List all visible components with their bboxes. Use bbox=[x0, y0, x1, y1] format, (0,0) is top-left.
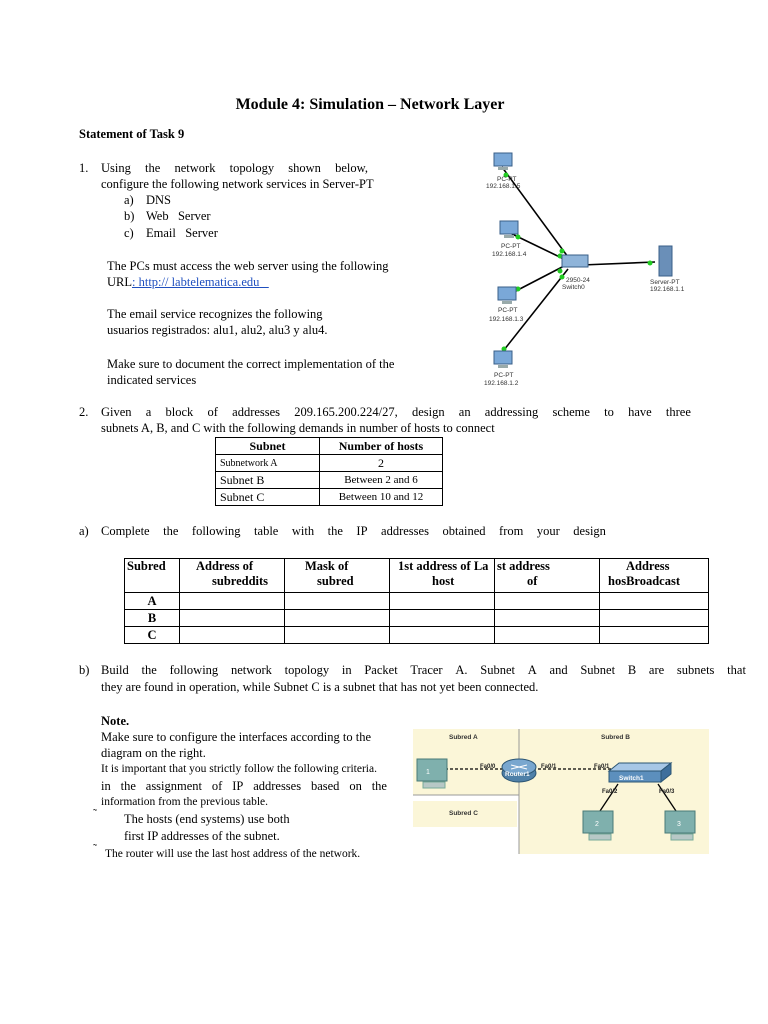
table-header: Subred bbox=[125, 559, 180, 593]
topology-diagram-1 bbox=[470, 145, 710, 390]
url-link[interactable]: : http:// labtelematica.edu bbox=[132, 275, 269, 289]
table-cell[interactable] bbox=[495, 627, 600, 644]
note-line3: It is important that you strictly follow the following criteria. bbox=[101, 763, 377, 775]
router-label: Router1 bbox=[505, 771, 530, 778]
table-row-label: A bbox=[125, 593, 180, 610]
task1-paragraph2-line2: usuarios registrados: alu1, alu2, alu3 y alu4. bbox=[107, 323, 328, 337]
pc3-icon bbox=[498, 287, 516, 304]
table-header: Number of hosts bbox=[320, 438, 443, 455]
bullet-1: ˜ bbox=[93, 806, 97, 820]
router-fa00-label: Fa0/0 bbox=[480, 764, 496, 770]
table-cell: Subnet B bbox=[216, 472, 320, 489]
pc1-icon bbox=[494, 153, 512, 170]
pc4-label: PC-PT bbox=[494, 372, 514, 379]
task1-item-c-label: c) bbox=[124, 226, 134, 240]
task2-number: 2. bbox=[79, 405, 89, 419]
task1-item-b: Web Server bbox=[146, 209, 211, 223]
table-header: Subnet bbox=[216, 438, 320, 455]
task1-item-a-label: a) bbox=[124, 193, 134, 207]
pc3-number: 3 bbox=[677, 821, 681, 828]
router-fa01-label: Fa0/1 bbox=[541, 764, 557, 770]
task1-item-a: DNS bbox=[146, 193, 172, 207]
pc2-ip: 192.168.1.4 bbox=[492, 251, 527, 258]
table-cell[interactable] bbox=[495, 593, 600, 610]
switch0-name: Switch0 bbox=[562, 284, 585, 291]
table-cell[interactable] bbox=[180, 627, 285, 644]
part-a-line: Complete the following table with the IP addresses obtained from your design bbox=[101, 524, 606, 538]
table-cell[interactable] bbox=[285, 610, 390, 627]
subnet-demands-table bbox=[215, 437, 443, 506]
pc1-label: PC-PT bbox=[497, 176, 517, 183]
task1-paragraph2-line1: The email service recognizes the following bbox=[107, 307, 323, 321]
pc4-ip: 192.168.1.2 bbox=[484, 380, 519, 387]
table-cell[interactable] bbox=[390, 593, 495, 610]
server-label: Server-PT bbox=[650, 279, 680, 286]
subred-c-label: Subred C bbox=[449, 810, 478, 817]
table-header: Address hosBroadcast bbox=[600, 559, 709, 593]
pc3-label: PC-PT bbox=[498, 307, 518, 314]
switch-label: Switch1 bbox=[619, 775, 644, 782]
task1-item-c: Email Server bbox=[146, 226, 218, 240]
bullet-2: ˜ bbox=[93, 841, 97, 855]
pc1-ip: 192.168.1.5 bbox=[486, 183, 521, 190]
task1-paragraph3-line1: Make sure to document the correct implementation of the bbox=[107, 357, 395, 371]
table-cell[interactable] bbox=[390, 610, 495, 627]
bullet-1-line2: first IP addresses of the subnet. bbox=[124, 829, 280, 843]
switch0-model: 2950-24 bbox=[566, 277, 590, 284]
link-switch-server bbox=[582, 262, 655, 265]
note-line5: information from the previous table. bbox=[101, 796, 269, 808]
part-b-label: b) bbox=[79, 663, 90, 677]
table-cell[interactable] bbox=[390, 627, 495, 644]
task2-line2: subnets A, B, and C with the following demands in number of hosts to connect bbox=[101, 421, 495, 435]
table-header: Mask of subred bbox=[285, 559, 390, 593]
table-cell[interactable] bbox=[180, 593, 285, 610]
table-header: Address of subreddits bbox=[180, 559, 285, 593]
task1-line2: configure the following network services in Server-PT bbox=[101, 177, 374, 191]
task1-paragraph1-line2: URL: http:// labtelematica.edu bbox=[107, 275, 269, 289]
statement-heading: Statement of Task 9 bbox=[79, 127, 185, 141]
server-ip: 192.168.1.1 bbox=[650, 286, 685, 293]
switch-fa01-label: Fa0/1 bbox=[594, 764, 610, 770]
table-cell[interactable] bbox=[600, 627, 709, 644]
switch0-icon bbox=[562, 255, 588, 267]
task2-line1: Given a block of addresses 209.165.200.224/27, design an addressing scheme to have three bbox=[101, 405, 691, 419]
table-cell: 2 bbox=[320, 455, 443, 472]
table-header: st address of bbox=[495, 559, 600, 593]
table-cell[interactable] bbox=[285, 627, 390, 644]
table-header: 1st address of La host bbox=[390, 559, 495, 593]
switch-fa03-label: Fa0/3 bbox=[659, 789, 675, 795]
table-cell[interactable] bbox=[285, 593, 390, 610]
bullet-1-line1: The hosts (end systems) use both bbox=[124, 812, 290, 826]
note-line4: in the assignment of IP addresses based on the bbox=[101, 779, 387, 793]
switch-fa02-label: Fa0/2 bbox=[602, 789, 618, 795]
note-title: Note. bbox=[101, 714, 130, 728]
table-cell[interactable] bbox=[495, 610, 600, 627]
table-cell: Subnetwork A bbox=[216, 455, 320, 472]
task1-line1: Using the network topology shown below, bbox=[101, 161, 368, 175]
pc2-number: 2 bbox=[595, 821, 599, 828]
pc2-label: PC-PT bbox=[501, 243, 521, 250]
pc4-icon bbox=[494, 351, 512, 368]
ip-design-table bbox=[124, 558, 709, 644]
task1-paragraph3-line2: indicated services bbox=[107, 373, 197, 387]
server-icon bbox=[659, 246, 672, 276]
bullet-2-line: The router will use the last host address of the network. bbox=[105, 848, 361, 860]
pc1-number: 1 bbox=[426, 769, 430, 776]
table-cell: Between 2 and 6 bbox=[320, 472, 443, 489]
subred-a-label: Subred A bbox=[449, 734, 478, 741]
task1-item-b-label: b) bbox=[124, 209, 135, 223]
table-row-label: C bbox=[125, 627, 180, 644]
note-line1: Make sure to configure the interfaces according to the bbox=[101, 730, 372, 744]
pc3-ip: 192.168.1.3 bbox=[489, 316, 524, 323]
part-a-label: a) bbox=[79, 524, 89, 538]
topology-diagram-2 bbox=[413, 729, 709, 854]
table-row-label: B bbox=[125, 610, 180, 627]
table-cell: Between 10 and 12 bbox=[320, 489, 443, 506]
page-title: Module 4: Simulation – Network Layer bbox=[235, 96, 505, 113]
task1-number: 1. bbox=[79, 161, 89, 175]
note-line2: diagram on the right. bbox=[101, 746, 206, 760]
table-cell[interactable] bbox=[600, 610, 709, 627]
subred-b-label: Subred B bbox=[601, 734, 630, 741]
part-b-line2: they are found in operation, while Subnet C is a subnet that has not yet been connected. bbox=[101, 680, 539, 694]
task1-paragraph1-line1: The PCs must access the web server using the following bbox=[107, 259, 389, 273]
table-cell[interactable] bbox=[180, 610, 285, 627]
table-cell[interactable] bbox=[600, 593, 709, 610]
table-cell: Subnet C bbox=[216, 489, 320, 506]
part-b-line1: Build the following network topology in Packet Tracer A. Subnet A and Subnet B are subnets that bbox=[101, 663, 746, 677]
